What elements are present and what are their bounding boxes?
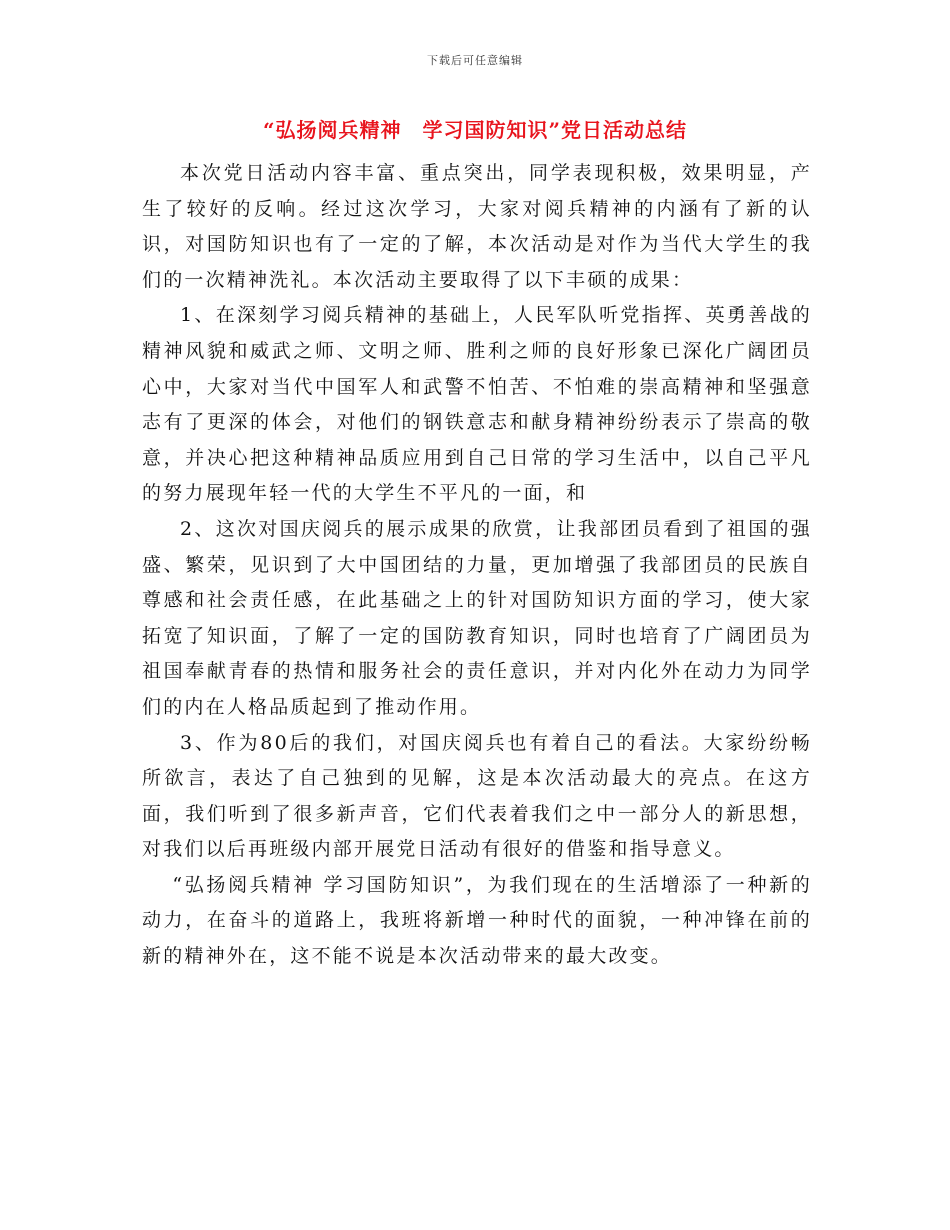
document-title: “弘扬阅兵精神 学习国防知识”党日活动总结	[262, 118, 687, 142]
paragraph-point-3: 3、作为80后的我们，对国庆阅兵也有着自己的看法。大家纷纷畅所欲言，表达了自己独到的见解，这是本次活动最大的亮点。在这方面，我们听到了很多新声音，它们代表着我们之中一部分人的新思想，对我们以后再班级内部开展党日活动有很好的借鉴和指导意义。	[142, 731, 812, 861]
paragraph-intro: 本次党日活动内容丰富、重点突出，同学表现积极，效果明显，产生了较好的反响。经过这次学习，大家对阅兵精神的内涵有了新的认识，对国防知识也有了一定的了解，本次活动是对作为当代大学生的我们的一次精神洗礼。本次活动主要取得了以下丰硕的成果：	[142, 162, 812, 291]
paragraph-point-1: 1、在深刻学习阅兵精神的基础上，人民军队听党指挥、英勇善战的精神风貌和威武之师、文明之师、胜利之师的良好形象已深化广阔团员心中，大家对当代中国军人和武警不怕苦、不怕难的崇高精神和坚强意志有了更深的体会，对他们的钢铁意志和献身精神纷纷表示了崇高的敬意，并决心把这种精神品质应用到自己日常的学习生活中，以自己平凡的努力展现年轻一代的大学生不平凡的一面，和	[142, 304, 812, 505]
paragraph-point-2: 2、这次对国庆阅兵的展示成果的欣赏，让我部团员看到了祖国的强盛、繁荣，见识到了大中国团结的力量，更加增强了我部团员的民族自尊感和社会责任感，在此基础之上的针对国防知识方面的学习，使大家拓宽了知识面，了解了一定的国防教育知识，同时也培育了广阔团员为祖国奉献青春的热情和服务社会的责任意识，并对内化外在动力为同学们的内在人格品质起到了推动作用。	[142, 517, 812, 718]
paragraph-conclusion: “弘扬阅兵精神 学习国防知识”，为我们现在的生活增添了一种新的动力，在奋斗的道路上，我班将新增一种时代的面貌，一种冲锋在前的新的精神外在，这不能不说是本次活动带来的最大改变。	[142, 873, 812, 968]
header-note: 下载后可任意编辑	[427, 54, 523, 67]
document-body	[142, 156, 812, 975]
